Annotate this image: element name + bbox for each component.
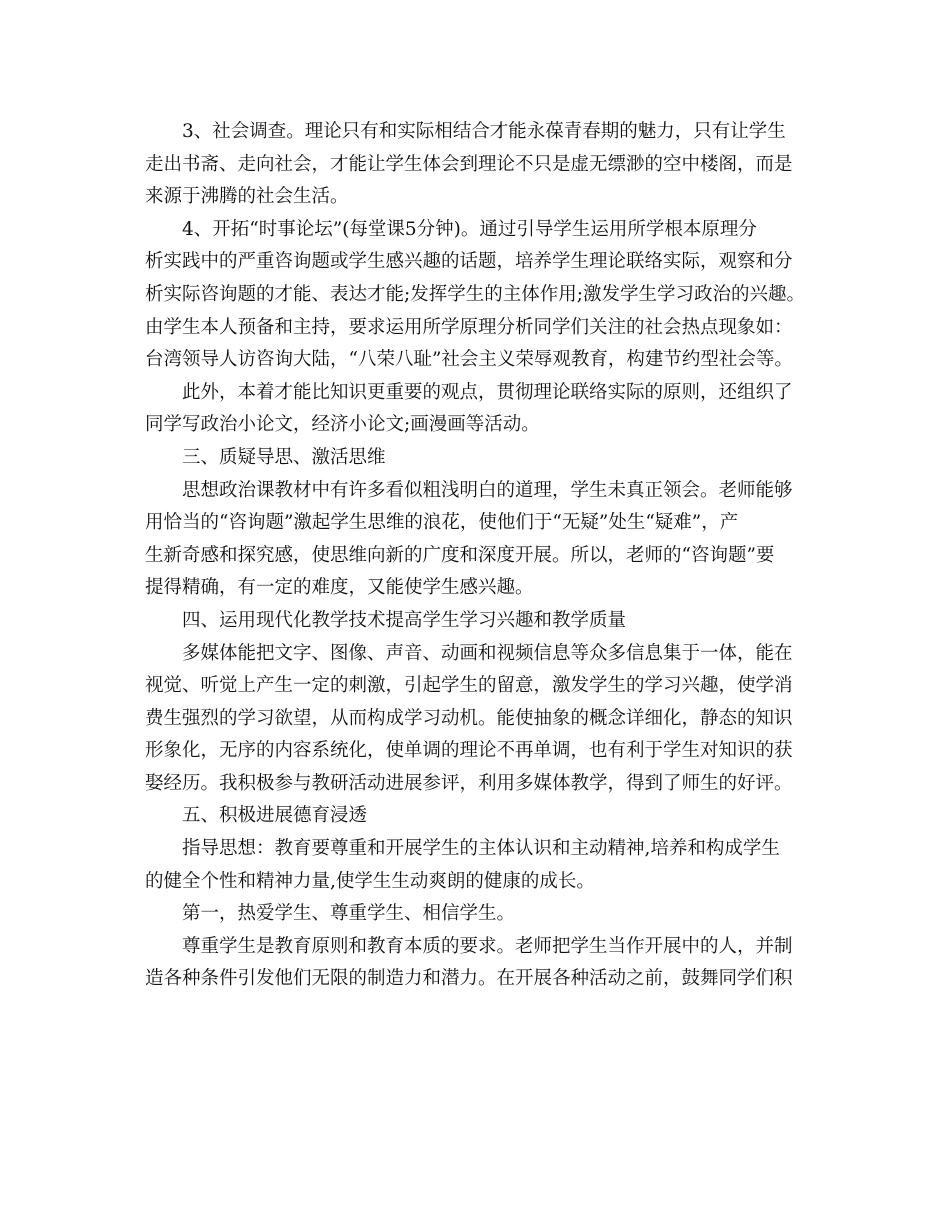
text-line: 娶经历。我积极参与教研活动进展参评，利用多媒体教学，得到了师生的好评。: [145, 772, 793, 794]
text-line: 第一，热爱学生、尊重学生、相信学生。: [182, 903, 516, 925]
section-heading: 五、积极进展德育浸透: [182, 805, 368, 827]
text-line: 视觉、听觉上产生一定的刺激，引起学生的留意，激发学生的学习兴趣，使学消: [145, 675, 793, 697]
text-line: 4、开拓“时事论坛”(每堂课5分钟)。通过引导学生运用所学根本原理分: [182, 218, 757, 240]
text-line: 同学写政治小论文，经济小论文;画漫画等活动。: [145, 414, 540, 436]
text-line: 来源于沸腾的社会生活。: [145, 186, 349, 208]
text-line: 台湾领导人访咨询大陆，“八荣八耻”社会主义荣辱观教育，构建节约型社会等。: [145, 349, 793, 371]
section-heading: 三、质疑导思、激活思维: [182, 446, 386, 468]
text-line: 造各种条件引发他们无限的制造力和潜力。在开展各种活动之前，鼓舞同学们积: [145, 968, 793, 990]
text-line: 此外，本着才能比知识更重要的观点，贯彻理论联络实际的原则，还组织了: [182, 381, 793, 403]
text-line: 用恰当的“咨询题”激起学生思维的浪花，使他们于“无疑”处生“疑难”，产: [145, 512, 739, 534]
text-line: 尊重学生是教育原则和教育本质的要求。老师把学生当作开展中的人，并制: [182, 935, 793, 957]
section-heading: 四、运用现代化教学技术提高学生学习兴趣和教学质量: [182, 609, 627, 631]
text-line: 3、社会调查。理论只有和实际相结合才能永葆青春期的魅力，只有让学生: [182, 121, 786, 142]
text-line: 形象化，无序的内容系统化，使单调的理论不再单调，也有利于学生对知识的获: [145, 740, 793, 762]
text-line: 析实际咨询题的才能、表达才能;发挥学生的主体作用;激发学生学习政治的兴趣。: [145, 283, 805, 305]
text-line: 走出书斋、走向社会，才能让学生体会到理论不只是虚无缥渺的空中楼阁，而是: [145, 153, 793, 175]
text-line: 生新奇感和探究感，使思维向新的广度和深度开展。所以，老师的“咨询题”要: [145, 544, 775, 566]
text-line: 由学生本人预备和主持，要求运用所学原理分析同学们关注的社会热点现象如：: [145, 316, 793, 338]
text-line: 多媒体能把文字、图像、声音、动画和视频信息等众多信息集于一体，能在: [182, 642, 793, 664]
text-line: 的健全个性和精神力量,使学生生动爽朗的健康的成长。: [145, 870, 595, 892]
text-line: 思想政治课教材中有许多看似粗浅明白的道理，学生未真正领会。老师能够: [182, 479, 793, 501]
text-line: 费生强烈的学习欲望，从而构成学习动机。能使抽象的概念详细化，静态的知识: [145, 707, 793, 729]
text-line: 提得精确，有一定的难度，又能使学生感兴趣。: [145, 577, 534, 599]
document-body: [145, 116, 815, 996]
text-line: 指导思想：教育要尊重和开展学生的主体认识和主动精神,培养和构成学生: [182, 838, 780, 860]
text-line: 析实践中的严重咨询题或学生感兴趣的话题，培养学生理论联络实际，观察和分: [145, 251, 793, 273]
